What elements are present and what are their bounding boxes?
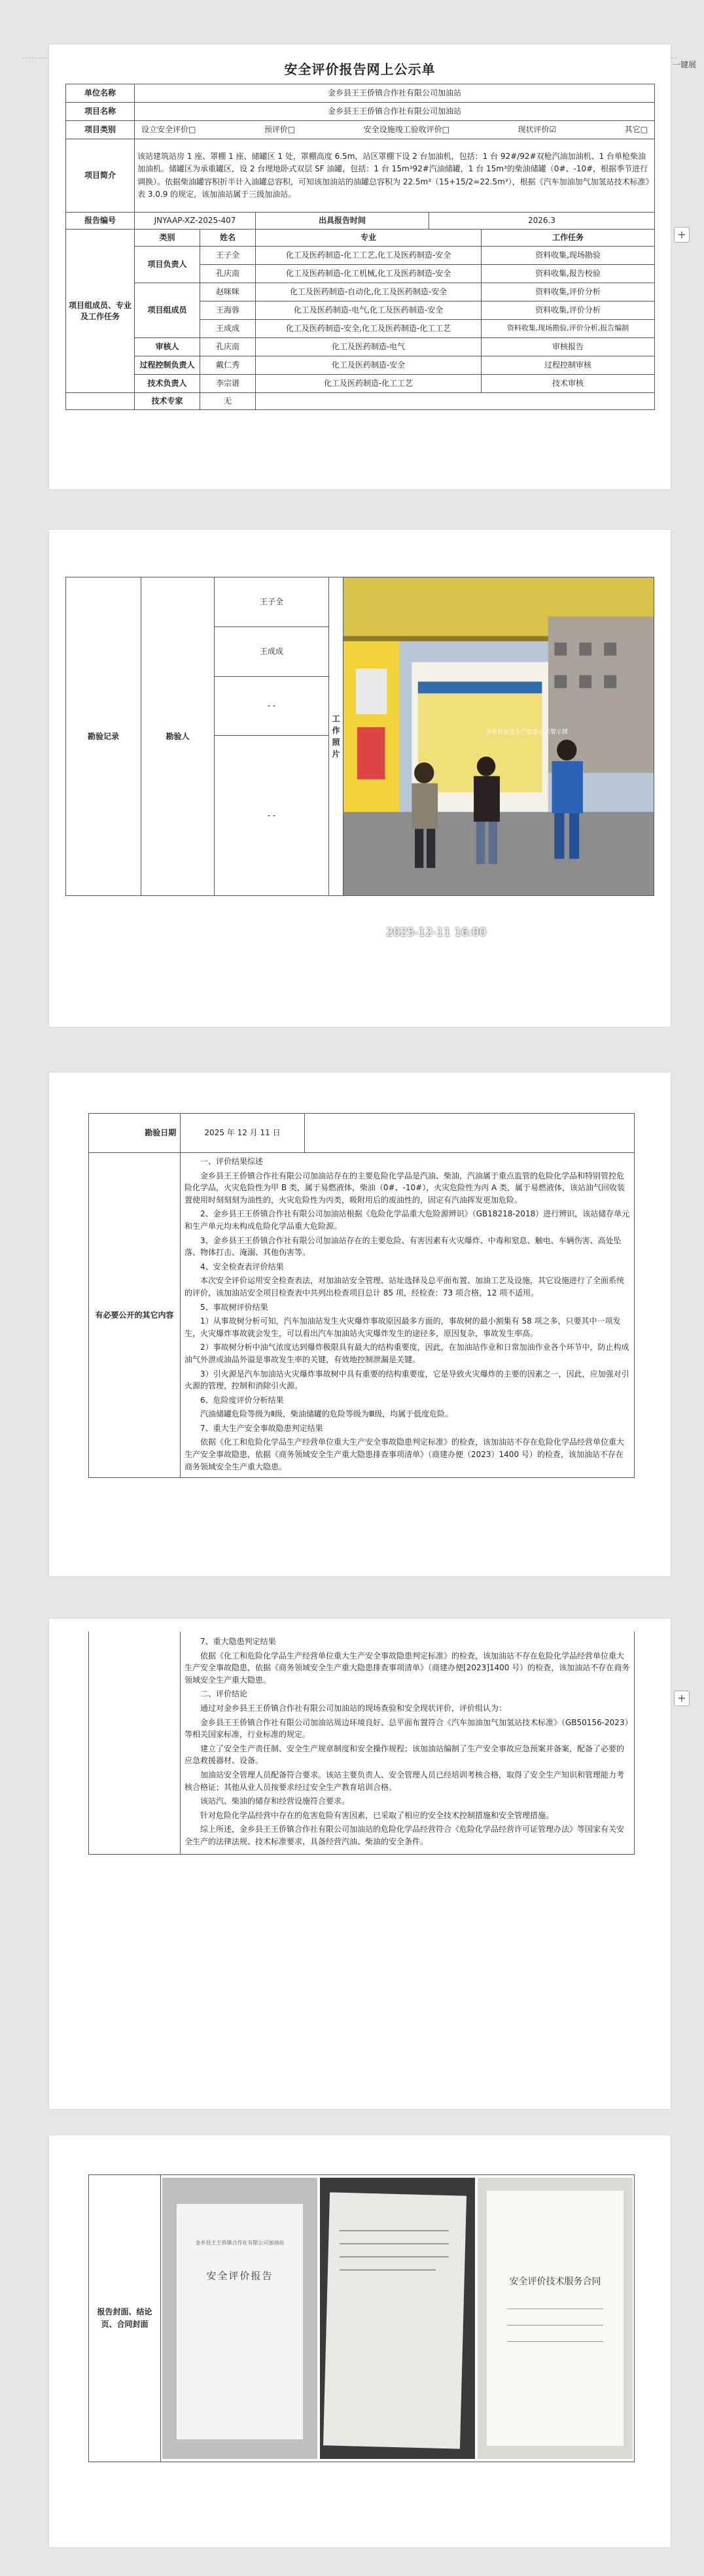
cover-label: 报告封面、结论页、合同封面 xyxy=(89,2175,161,2462)
type-label: 项目类别 xyxy=(66,121,135,139)
col-header-major: 专业 xyxy=(256,230,482,247)
member-major: 化工及医药制造-安全,化工及医药制造-化工工艺 xyxy=(256,320,482,338)
process-major: 化工及医药制造-安全 xyxy=(256,356,482,375)
tech-label: 技术负责人 xyxy=(135,375,200,393)
member-major: 化工及医药制造-化工工艺,化工及医药制造-安全 xyxy=(256,247,482,265)
auditor-task: 审核报告 xyxy=(482,338,655,356)
other-content-label: 有必要公开的其它内容 xyxy=(89,1153,181,1478)
other-content-text: 一、评价结果综述 金乡县王王侨镇合作社有限公司加油站存在的主要危险化学品是汽油、柴油，汽油属于重点监管的危险化学品和特别管控危险化学品，火灾危险性为甲 B 类，属于易燃液体，柴油（0#、-10#），火灾危险性为丙 A 类，属于易燃液体，该站油气回收装置使用时刻刻刻为油性的，火灾危险性为丙类，吸附用后的废油性的，固定有汽油挥发更加危险。 2、金乡县王王侨镇合作社有限公司加油站根据《危险化学品重大危险源辨识》（GB18218-2018）进行辨识，该站储存单元和生产单元均未构成危险化学品重大危险源。 3、金乡县王王侨镇合作社有限公司加油站存在的主要危险、有害因素有火灾爆炸、中毒和窒息、触电、车辆伤害、高处坠落、物体打击、淹溺、其他伤害等。 4、安全检查表评价结果 本次安全评价运用安全检查表法，对加油站安全管理、站址选择及总平面布置、加油工艺及设施，其它设施进行了全面系统的评价，该加油站安全项目检查表中共列出检查项目总计 85 项，经检查：73 项合格，12 项不适用。 5、事故树评价结果 1）从事故树分析可知，汽车加油站发生火灾爆炸事故原因最多方面的，事故树的最小割集有 58 项之多，只要其中一项发生，火灾爆炸事故就会发生，可以看出汽车加油站火灾爆炸发生的途径多，原因复杂，事故发生率高。 2）事故树分析中油气浓度达到爆炸极限具有最大的结构重要度，因此，在加油站作业和日常加油作业各个环节中，防止构成油气外泄或油品外溢是事故发生率的关键，有效地控制泄漏是关键。 3）引火源是汽车加油站火灾爆炸事故树中具有重要的结构重要度，它是导致火灾爆炸的主要的因素之一，因此，应加强对引火源的管理，控制和消除引火源。 6、危险度评价分析结果 汽油储罐危险等级为Ⅱ级，柴油储罐的危险等级为Ⅲ级，均属于低度危险。 7、重大生产安全事故隐患判定结果 依据《化工和危险化学品生产经营单位重大生产安全事故隐患判定标准》的检查，该加油站不存在危险化学品经营单位重大生产安全事故隐患，依据《商务领域安全生产重大隐患排查事项清单》（商建办便（2023）1400 号）的检查，该加油站不存在商务领域安全生产重大隐患。 xyxy=(181,1153,635,1478)
expand-all-button[interactable]: 一键展 xyxy=(672,60,696,69)
member-major: 化工及医药制造-化工机械,化工及医药制造-安全 xyxy=(256,265,482,283)
member-name: 王子全 xyxy=(200,247,256,265)
conclusion-page-photo xyxy=(320,2178,475,2459)
add-row-button[interactable]: + xyxy=(674,1691,690,1706)
contract-cover-photo xyxy=(478,2178,633,2459)
board-title: 金乡县安全生产隐患公示警示牌 xyxy=(485,729,568,736)
tech-task: 技术审核 xyxy=(482,375,655,393)
content-table xyxy=(88,1113,635,1478)
tech-name: 李宗谱 xyxy=(200,375,256,393)
unit-value: 金乡县王王侨镇合作社有限公司加油站 xyxy=(135,84,655,103)
survey-person-label: 勘验人 xyxy=(141,577,215,896)
member-name: 王成成 xyxy=(200,320,256,338)
member-task: 资料收集,评价分析 xyxy=(482,301,655,320)
col-header-task: 工作任务 xyxy=(482,230,655,247)
project-label: 项目名称 xyxy=(66,103,135,121)
members-section-label: 项目组成员、专业及工作任务 xyxy=(66,230,135,393)
page-2 xyxy=(49,530,671,1027)
tech-major: 化工及医药制造-化工工艺 xyxy=(256,375,482,393)
work-photo xyxy=(343,577,654,939)
type-option-design[interactable]: 设立安全评价□ xyxy=(141,125,196,135)
group-label: 项目组成员 xyxy=(135,283,200,338)
survey-person: - - xyxy=(215,736,329,896)
member-task: 资料收集,现场勘验 xyxy=(482,247,655,265)
member-task: 资料收集,评价分析 xyxy=(482,283,655,301)
survey-person: 王子全 xyxy=(215,577,329,627)
member-name: 孔庆南 xyxy=(200,265,256,283)
report-no-label: 报告编号 xyxy=(66,213,135,230)
lead-label: 项目负责人 xyxy=(135,247,200,283)
content-table-2 xyxy=(88,1632,635,1855)
page-1 xyxy=(49,44,671,489)
member-major: 化工及医药制造-自动化,化工及医药制造-安全 xyxy=(256,283,482,301)
info-table xyxy=(65,84,655,410)
survey-person: - - xyxy=(215,677,329,736)
expert-value: 无 xyxy=(200,393,256,410)
member-task: 资料收集,现场勘验,评价分析,报告编制 xyxy=(482,320,655,338)
conclusion-text: 7、重大隐患判定结果 依据《化工和危险化学品生产经营单位重大生产安全事故隐患判定标准》的检查，该加油站不存在危险化学品经营单位重大生产安全事故隐患，依据《商务领域安全生产重大隐患排查事项清单》（商建办便[2023]1400 号）的检查，该加油站不存在商务领域安全生产重大隐患。 二、评价结论 通过对金乡县王王侨镇合作社有限公司加油站的现场查验和安全现状评价，评价组认为： 金乡县王王侨镇合作社有限公司加油站周边环境良好、总平面布置符合《汽车加油加气加氢站技术标准》（GB50156-2023）等相关国家标准，行业标准的规定。 建立了安全生产责任制、安全生产规章制度和安全操作规程；该加油站编制了生产安全事故应急预案并备案，配备了必要的应急救援器材、设备。 加油站安全管理人员配备符合要求。该站主要负责人、安全管理人员已经培训考核合格，取得了安全生产知识和管理能力考核合格证；其他从业人员按要求经过安全生产教育培训合格。 该站汽、柴油的储存和经营设施符合要求。 针对危险化学品经营中存在的危害危险有害因素，已采取了相应的安全技术控制措施和安全管理措施。 综上所述，金乡县王王侨镇合作社有限公司加油站的危险化学品经营符合《危险化学品经营许可证管理办法》等国家有关安全生产的法律法规、技术标准要求，具备经营汽油、柴油的安全条件。 xyxy=(181,1632,635,1854)
cover-sub: 金乡县王王侨镇合作社有限公司加油站 xyxy=(195,2240,285,2246)
project-value: 金乡县王王侨镇合作社有限公司加油站 xyxy=(135,103,655,121)
page-title: 安全评价报告网上公示单 xyxy=(284,61,436,77)
contract-title: 安全评价技术服务合同 xyxy=(509,2276,601,2287)
col-header-type: 类别 xyxy=(135,230,200,247)
page-4 xyxy=(49,1619,671,2109)
page-5 xyxy=(49,2135,671,2547)
member-task: 资料收集,报告校验 xyxy=(482,265,655,283)
page-3 xyxy=(49,1073,671,1576)
photo-label: 工作照片 xyxy=(329,577,343,896)
survey-person: 王成成 xyxy=(215,627,329,677)
member-name: 王海蓉 xyxy=(200,301,256,320)
process-task: 过程控制审核 xyxy=(482,356,655,375)
survey-label: 勘验记录 xyxy=(66,577,141,896)
intro-label: 项目简介 xyxy=(66,139,135,213)
date-value: 2025 年 12 月 11 日 xyxy=(181,1114,305,1153)
auditor-major: 化工及医药制造-电气 xyxy=(256,338,482,356)
process-name: 戴仁秀 xyxy=(200,356,256,375)
survey-table xyxy=(65,577,654,939)
member-name: 赵咪咪 xyxy=(200,283,256,301)
type-option-pre[interactable]: 预评价□ xyxy=(264,125,296,135)
cover-title: 安全评价报告 xyxy=(206,2270,273,2282)
issue-date-value: 2026.3 xyxy=(429,213,655,230)
type-options xyxy=(135,121,655,139)
auditor-name: 孔庆南 xyxy=(200,338,256,356)
report-cover-photo xyxy=(162,2178,317,2459)
date-label: 勘验日期 xyxy=(141,1114,181,1153)
process-label: 过程控制负责人 xyxy=(135,356,200,375)
member-major: 化工及医药制造-电气,化工及医药制造-安全 xyxy=(256,301,482,320)
col-header-name: 姓名 xyxy=(200,230,256,247)
report-no-value: JNYAAP-XZ-2025-407 xyxy=(135,213,256,230)
expert-label: 技术专家 xyxy=(135,393,200,410)
auditor-label: 审核人 xyxy=(135,338,200,356)
photo-timestamp: 2025-12-11 16:00 xyxy=(386,926,487,939)
cover-table xyxy=(88,2174,635,2462)
cover-photos xyxy=(161,2175,635,2462)
add-row-button[interactable]: + xyxy=(674,227,690,243)
issue-date-label: 出具报告时间 xyxy=(256,213,429,230)
type-option-acceptance[interactable]: 安全设施竣工验收评价□ xyxy=(363,125,449,135)
type-option-status[interactable]: 现状评价☑ xyxy=(518,125,557,135)
type-option-other[interactable]: 其它□ xyxy=(624,125,648,135)
unit-label: 单位名称 xyxy=(66,84,135,103)
intro-text: 该站建筑站房 1 座、罩棚 1 座、储罐区 1 处，罩棚高度 6.5m，站区罩棚下设 2 台加油机，包括：1 台 92#/92#双枪汽油加油机、1 台单枪柴油加油机。储罐区为承重罐区，设 2 台埋地卧式双层 SF 油罐，包括：1 台 15m³92#汽油储罐，1 台 15m³的柴油储罐（0#、-10#，根据季节进行调换）。依据柴油罐容积折半计入油罐总容积，可知该加油站的油罐总容积为 22.5m³（15+15/2=22.5m³），根据《汽车加油加气加氢站技术标准》表 3.0.9 的规定，该加油站属于三级加油站。 xyxy=(135,139,655,213)
